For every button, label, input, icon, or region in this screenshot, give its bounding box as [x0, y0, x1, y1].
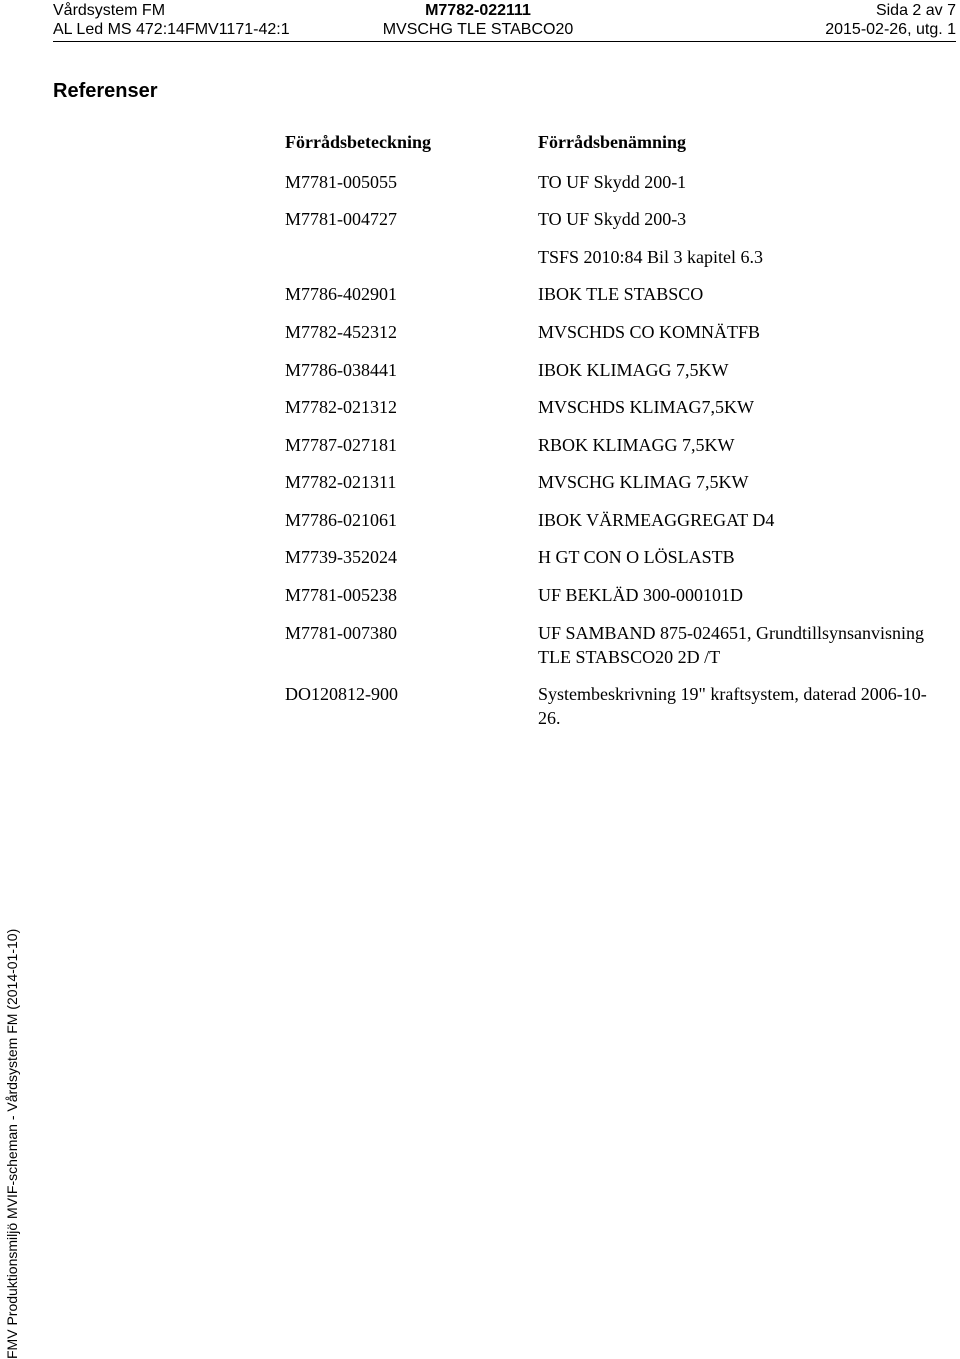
row-name: TSFS 2010:84 Bil 3 kapitel 6.3: [538, 247, 764, 267]
row-code: M7782-021312: [285, 397, 397, 417]
row-name: UF SAMBAND 875-024651, Grundtillsynsanvisning TLE STABSCO20 2D /T: [538, 623, 925, 667]
row-code: M7781-005238: [285, 585, 397, 605]
row-name: IBOK TLE STABSCO: [538, 284, 704, 304]
row-name: H GT CON O LÖSLASTB: [538, 547, 735, 567]
section-title: Referenser: [53, 80, 158, 102]
row-name: TO UF Skydd 200-3: [538, 209, 687, 229]
row-code: M7786-038441: [285, 360, 397, 380]
header-doc-title: MVSCHG TLE STABCO20: [382, 21, 574, 38]
header-system: Vårdsystem FM: [53, 2, 166, 19]
row-name: MVSCHDS CO KOMNÄTFB: [538, 322, 761, 342]
column-header-name: Förrådsbenämning: [538, 132, 687, 152]
row-code: M7782-021311: [285, 472, 397, 492]
row-code: M7786-021061: [285, 510, 397, 530]
row-name: TO UF Skydd 200-1: [538, 172, 687, 192]
row-code: M7787-027181: [285, 435, 397, 455]
row-name: UF BEKLÄD 300-000101D: [538, 585, 743, 605]
row-name: IBOK KLIMAGG 7,5KW: [538, 360, 729, 380]
sidebar-footer-text: FMV Produktionsmiljö MVIF-scheman - Vårdsystem FM (2014-01-10): [4, 928, 20, 1359]
row-code: M7781-005055: [285, 172, 397, 192]
row-code: M7781-007380: [285, 623, 397, 643]
header-page: Sida 2 av 7: [875, 2, 956, 19]
row-code: DO120812-900: [285, 684, 398, 704]
header-rule: [53, 41, 956, 42]
row-name: RBOK KLIMAGG 7,5KW: [538, 435, 735, 455]
row-name: MVSCHG KLIMAG 7,5KW: [538, 472, 749, 492]
header-date: 2015-02-26, utg. 1: [825, 21, 956, 38]
row-name: IBOK VÄRMEAGGREGAT D4: [538, 510, 775, 530]
row-code: M7781-004727: [285, 209, 397, 229]
row-code: M7786-402901: [285, 284, 397, 304]
row-code: M7782-452312: [285, 322, 397, 342]
column-header-code: Förrådsbeteckning: [285, 132, 431, 152]
header-doc-number: M7782-022111: [425, 2, 531, 19]
row-name: MVSCHDS KLIMAG7,5KW: [538, 397, 755, 417]
page-header: [0, 0, 960, 46]
row-code: M7739-352024: [285, 547, 397, 567]
row-name: Systembeskrivning 19" kraftsystem, daterad 2006-10-26.: [538, 684, 927, 728]
header-reference: AL Led MS 472:14FMV1171-42:1: [53, 21, 290, 38]
